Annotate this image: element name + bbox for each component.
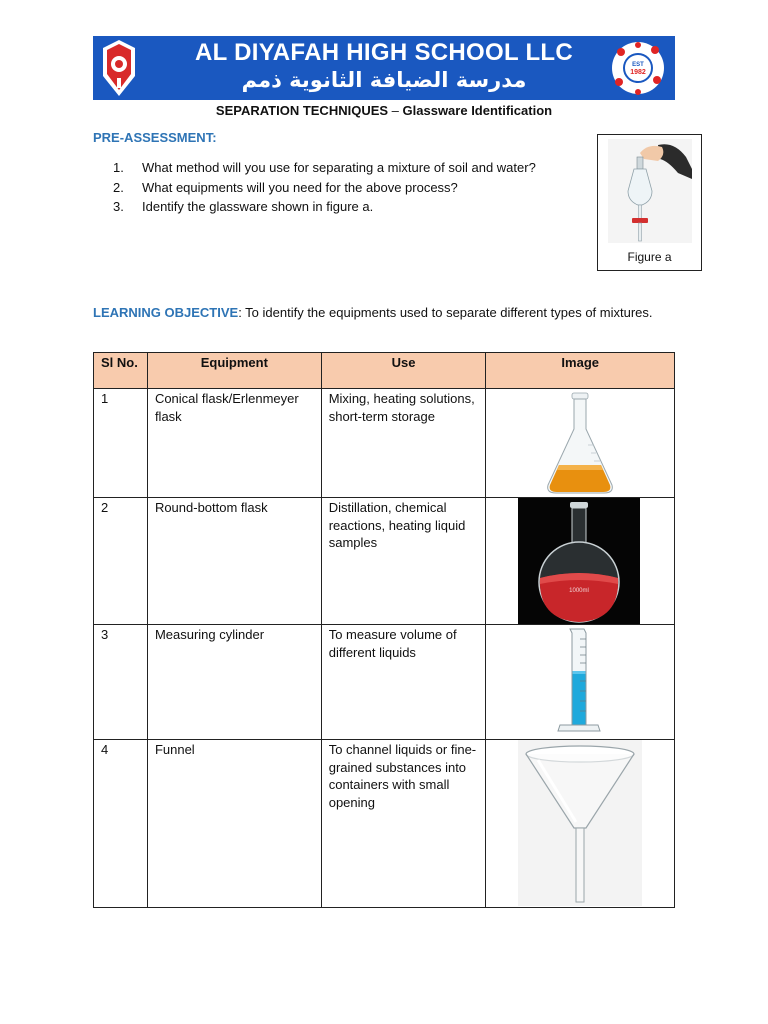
row-image <box>486 625 675 740</box>
row-equipment: Conical flask/Erlenmeyer flask <box>147 389 321 498</box>
row-sl: 2 <box>94 498 148 625</box>
school-seal-icon <box>611 40 665 96</box>
table-row <box>94 389 675 498</box>
header-use: Use <box>321 353 486 389</box>
question-list <box>113 158 603 217</box>
row-image <box>486 389 675 498</box>
conical-flask-icon <box>540 389 620 496</box>
question-text: Identify the glassware shown in figure a. <box>142 199 374 215</box>
row-use: To measure volume of different liquids <box>321 625 486 740</box>
row-equipment: Funnel <box>147 740 321 908</box>
row-image <box>486 498 675 625</box>
question-number: 3. <box>113 199 124 215</box>
learning-objective-label: LEARNING OBJECTIVE <box>93 305 239 320</box>
row-equipment: Round-bottom flask <box>147 498 321 625</box>
school-name-ar: مدرسة الضيافة الثانوية ذمم <box>241 68 527 92</box>
subtitle-subtopic: Glassware Identification <box>402 103 553 118</box>
question-item <box>113 178 603 198</box>
header-sl-no: Sl No. <box>94 353 148 389</box>
table-row <box>94 740 675 908</box>
figure-caption: Figure a <box>627 250 672 264</box>
school-banner <box>93 36 675 100</box>
svg-text:1982: 1982 <box>630 69 646 76</box>
question-number: 1. <box>113 160 124 176</box>
question-text: What method will you use for separating a mixture of soil and water? <box>142 160 536 176</box>
row-equipment: Measuring cylinder <box>147 625 321 740</box>
figure-a <box>597 134 702 271</box>
table-row <box>94 625 675 740</box>
measuring-cylinder-icon <box>546 625 612 737</box>
subtitle-topic: SEPARATION TECHNIQUES <box>215 103 389 118</box>
equipment-table <box>93 352 675 908</box>
svg-text:EST: EST <box>632 62 644 68</box>
pre-assessment-heading: PRE-ASSESSMENT: <box>93 130 217 145</box>
row-image <box>486 740 675 908</box>
flask-volume-label: 1000ml <box>569 588 590 594</box>
header-equipment: Equipment <box>147 353 321 389</box>
row-sl: 1 <box>94 389 148 498</box>
question-number: 2. <box>113 179 124 195</box>
table-header-row <box>94 353 675 389</box>
learning-objective <box>93 303 673 323</box>
separating-funnel-icon <box>608 139 692 243</box>
header-image: Image <box>486 353 675 389</box>
learning-objective-text: : To identify the equipments used to separate different types of mixtures. <box>238 305 653 320</box>
table-row <box>94 498 675 625</box>
school-name-en: AL DIYAFAH HIGH SCHOOL LLC <box>194 39 574 66</box>
question-text: What equipments will you need for the above process? <box>142 179 458 195</box>
funnel-icon <box>518 740 642 906</box>
row-use: Mixing, heating solutions, short-term storage <box>321 389 486 498</box>
worksheet-subtitle <box>93 103 675 118</box>
subtitle-separator: – <box>388 103 403 118</box>
row-sl: 4 <box>94 740 148 908</box>
question-item <box>113 158 603 178</box>
row-use: Distillation, chemical reactions, heating liquid samples <box>321 498 486 625</box>
round-bottom-flask-icon <box>518 498 640 624</box>
row-sl: 3 <box>94 625 148 740</box>
row-use: To channel liquids or fine-grained substances into containers with small opening <box>321 740 486 908</box>
question-item <box>113 197 603 217</box>
